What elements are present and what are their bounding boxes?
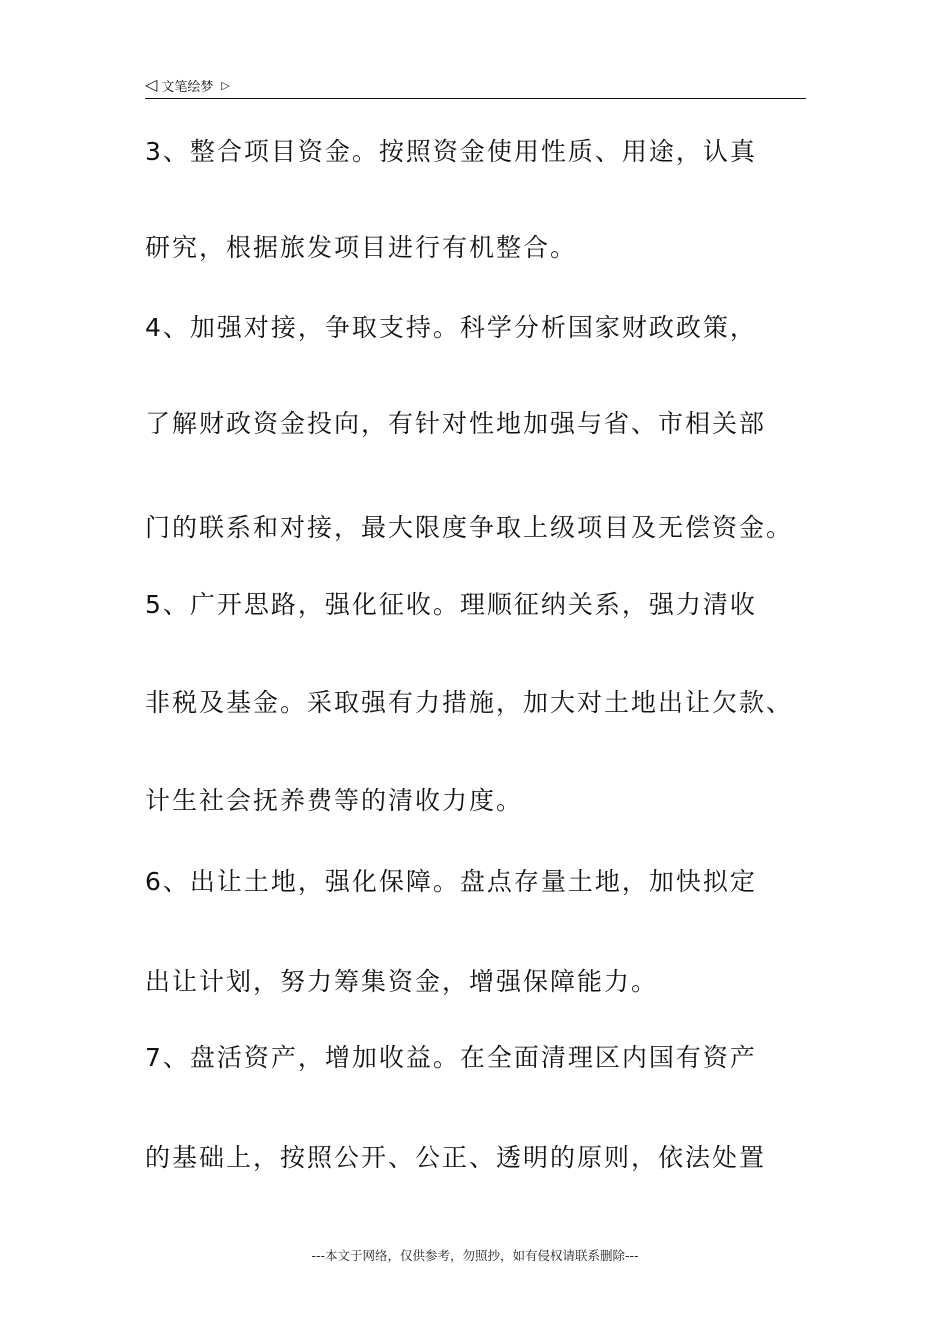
text-line-9: 6、出让土地，强化保障。盘点存量土地，加快拟定: [145, 867, 757, 896]
right-triangle-icon: ▷: [221, 78, 230, 92]
header-divider: [145, 98, 806, 99]
footer-disclaimer: ---本文于网络，仅供参考，勿照抄，如有侵权请联系删除---: [311, 1248, 639, 1263]
text-line-7: 非税及基金。采取强有力措施，加大对土地出让欠款、: [145, 688, 794, 717]
header-title: 文笔绘梦: [161, 79, 214, 95]
text-line-3: 4、加强对接，争取支持。科学分析国家财政政策，: [145, 313, 757, 342]
text-line-10: 出让计划，努力筹集资金，增强保障能力。: [145, 967, 659, 996]
text-line-2: 研究，根据旅发项目进行有机整合。: [145, 233, 578, 262]
text-line-12: 的基础上，按照公开、公正、透明的原则，依法处置: [145, 1143, 767, 1172]
left-triangle-icon: ◁: [145, 75, 158, 94]
page-header: [145, 74, 230, 96]
text-line-6: 5、广开思路，强化征收。理顺征纳关系，强力清收: [145, 590, 757, 619]
text-line-11: 7、盘活资产，增加收益。在全面清理区内国有资产: [145, 1043, 757, 1072]
text-line-5: 门的联系和对接，最大限度争取上级项目及无偿资金。: [145, 513, 794, 542]
text-line-1: 3、整合项目资金。按照资金使用性质、用途，认真: [145, 137, 757, 166]
text-line-8: 计生社会抚养费等的清收力度。: [145, 786, 524, 815]
text-line-4: 了解财政资金投向，有针对性地加强与省、市相关部: [145, 409, 767, 438]
